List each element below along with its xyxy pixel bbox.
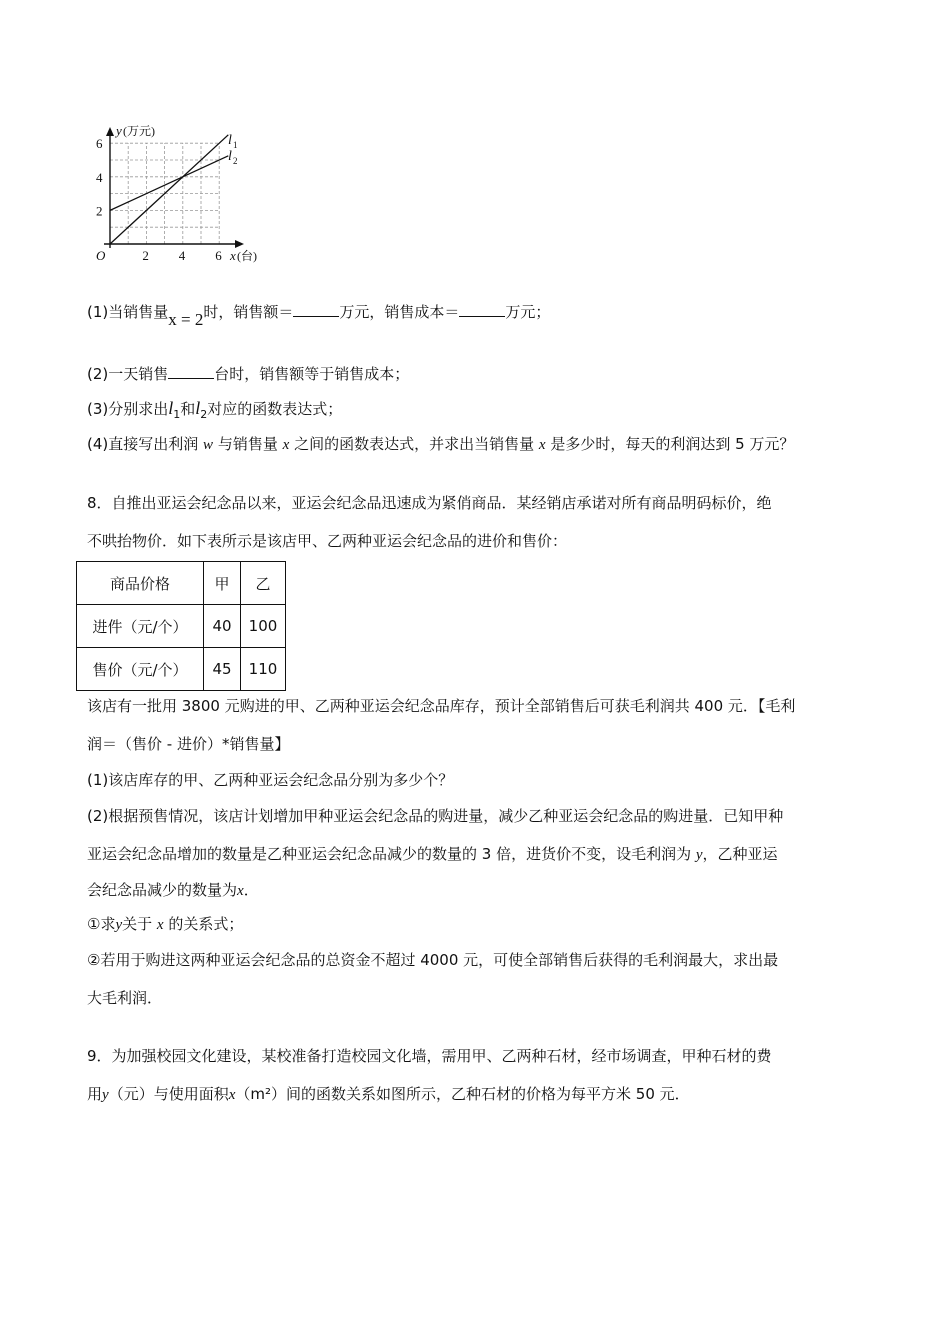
q8-s1-text-a: ①求	[87, 915, 116, 933]
q7-p4-text-a: (4)直接写出利润	[87, 435, 199, 453]
table-cell: 进件（元/个）	[77, 605, 204, 648]
q8-p2-line2-text: 亚运会纪念品增加的数量是乙种亚运会纪念品减少的数量的 3 倍，进货价不变，设毛利润为	[87, 845, 692, 863]
var-y: y	[115, 917, 123, 933]
var-x: x	[228, 1087, 236, 1103]
sales-chart	[88, 120, 268, 270]
q7-part2	[87, 364, 409, 384]
table-header-cell: 乙	[241, 562, 286, 605]
q7-p3-and: 和	[180, 400, 196, 418]
q7-p2-text-b: 台时，销售额等于销售成本；	[214, 365, 410, 383]
q8-intro-line2: 不哄抬物价．如下表所示是该店甲、乙两种亚运会纪念品的进价和售价：	[87, 532, 568, 550]
x-axis-label-var: x	[230, 248, 236, 263]
q7-part4	[87, 434, 794, 455]
var-w: w	[203, 437, 214, 453]
series-label-l2-sub: 2	[233, 156, 238, 166]
y-axis-label-unit: (万元)	[123, 124, 155, 138]
q9-line2-text-c: （m²）间的函数关系如图所示，乙种石材的价格为每平方米 50 元．	[235, 1085, 690, 1103]
x-axis-arrow	[235, 240, 244, 248]
y-axis-arrow	[106, 127, 114, 136]
q8-s1-text-c: 的关系式；	[168, 915, 244, 933]
answer-blank[interactable]	[168, 364, 214, 379]
series-line-l1	[110, 135, 228, 244]
q7-p1-text-a: (1)当销售量	[87, 303, 169, 321]
q8-intro-line1: 8．自推出亚运会纪念品以来，亚运会纪念品迅速成为紧俏商品．某经销店承诺对所有商品明码标价，绝	[87, 494, 772, 512]
series-line-l2	[110, 156, 228, 211]
q9-line2-text-a: 用	[87, 1085, 103, 1103]
table-header-row	[77, 562, 286, 605]
q8-sub2-line2: 大毛利润．	[87, 989, 163, 1007]
table-row	[77, 605, 286, 648]
var-x: x	[538, 437, 546, 453]
q7-p2-text-a: (2)一天销售	[87, 365, 169, 383]
q8-p2-line2-end: ，乙种亚运	[702, 845, 778, 863]
q9-line2-text-b: （元）与使用面积	[108, 1085, 229, 1103]
x-axis-label-unit: (台)	[237, 249, 257, 263]
q8-part2-line1: (2)根据预售情况，该店计划增加甲种亚运会纪念品的购进量，减少乙种亚运会纪念品的购进量．已知甲种	[87, 807, 784, 825]
series-label-l1-sub: 1	[233, 140, 238, 150]
q8-after-line1: 该店有一批用 3800 元购进的甲、乙两种亚运会纪念品库存，预计全部销售后可获毛利润共 400 元．【毛利	[87, 697, 796, 715]
var-y: y	[695, 847, 703, 863]
y-tick-label: 2	[96, 203, 103, 219]
table-header-cell: 商品价格	[77, 562, 204, 605]
var-x: x	[237, 883, 244, 899]
y-tick-label: 4	[96, 169, 103, 185]
y-axis-label-var: y	[116, 123, 122, 138]
var-x: x	[282, 437, 290, 453]
y-tick-label: 6	[96, 136, 103, 152]
q7-p3-text-b: 对应的函数表达式；	[207, 400, 343, 418]
q8-sub1	[87, 914, 243, 935]
q8-part2-line2	[87, 844, 778, 865]
x-tick-label: 2	[142, 248, 149, 263]
q7-p1-text-c: 万元，销售成本＝	[339, 303, 460, 321]
q9-line1: 9．为加强校园文化建设，某校准备打造校园文化墙，需用甲、乙两种石材，经市场调查，甲种石材的费	[87, 1047, 772, 1065]
q9-line2	[87, 1084, 690, 1105]
price-table	[76, 561, 286, 691]
answer-blank[interactable]	[459, 302, 505, 317]
q7-part3	[87, 398, 342, 425]
l2-subscript: 2	[200, 408, 208, 421]
table-cell: 45	[204, 648, 241, 691]
q8-part2-line3	[87, 880, 259, 901]
table-cell: 售价（元/个）	[77, 648, 204, 691]
x-tick-label: 6	[215, 248, 222, 263]
l1-symbol: l	[168, 398, 174, 418]
q7-p1-formula: x = 2	[168, 310, 204, 329]
q7-p1-text-d: 万元；	[505, 303, 551, 321]
q8-p2-line3-end: ．	[243, 881, 259, 899]
q7-p4-text-c: 之间的函数表达式，并求出当销售量	[294, 435, 535, 453]
series-label-l2: l	[228, 149, 232, 164]
l1-subscript: 1	[173, 408, 181, 421]
chart-labels	[96, 123, 257, 263]
x-tick-label: 4	[178, 248, 186, 263]
l2-symbol: l	[195, 398, 201, 418]
table-cell: 40	[204, 605, 241, 648]
answer-blank[interactable]	[293, 302, 339, 317]
var-y: y	[102, 1087, 109, 1103]
table-cell: 100	[241, 605, 286, 648]
q7-p4-text-d: 是多少时，每天的利润达到 5 万元？	[550, 435, 795, 453]
q7-part1	[87, 302, 551, 329]
q8-s1-text-b: 关于	[122, 915, 153, 933]
q7-p4-text-b: 与销售量	[217, 435, 278, 453]
chart-series	[110, 135, 228, 244]
table-header-cell: 甲	[204, 562, 241, 605]
origin-label: O	[96, 248, 106, 263]
q7-p3-text-a: (3)分别求出	[87, 400, 169, 418]
q8-p2-line3-text: 会纪念品减少的数量为	[87, 881, 238, 899]
q8-sub2-line1: ②若用于购进这两种亚运会纪念品的总资金不超过 4000 元，可使全部销售后获得的毛利润最大，求出最	[87, 951, 779, 969]
table-row	[77, 648, 286, 691]
series-label-l1: l	[228, 133, 232, 148]
q7-p1-text-b: 时，销售额＝	[203, 303, 294, 321]
var-x: x	[156, 917, 164, 933]
q8-after-line2: 润＝（售价 - 进价）*销售量】	[87, 735, 290, 753]
table-cell: 110	[241, 648, 286, 691]
q8-part1: (1)该店库存的甲、乙两种亚运会纪念品分别为多少个？	[87, 771, 454, 789]
